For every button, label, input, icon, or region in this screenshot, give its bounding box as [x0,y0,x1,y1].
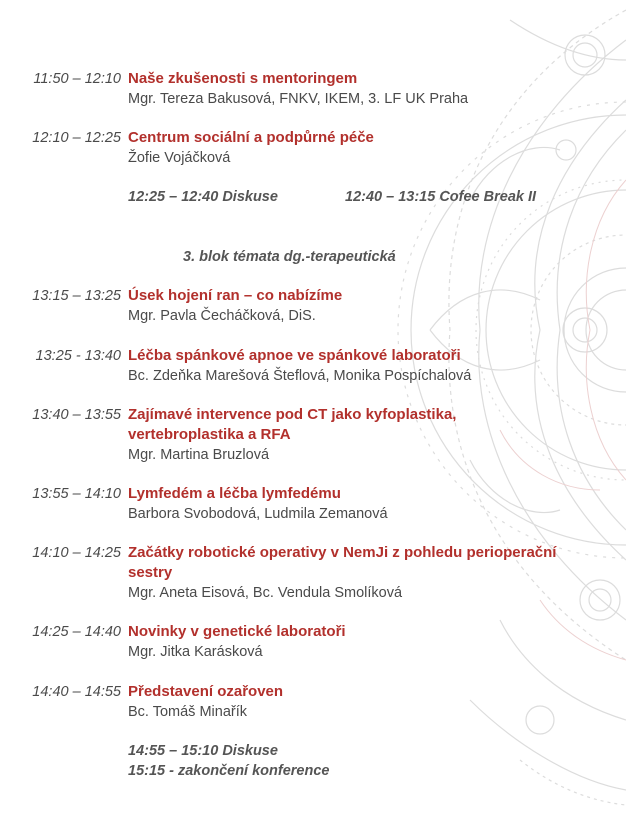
block-heading: 3. blok témata dg.-terapeutická [183,249,396,265]
coffee-break-note: 12:40 – 13:15 Cofee Break II [345,189,537,205]
session-time: 14:40 – 14:55 [32,684,121,700]
session-title: Novinky v genetické laboratoři [128,623,346,640]
session-title-line1: Začátky robotické operativy v NemJi z pohledu perioperační [128,544,557,561]
session-speaker: Mgr. Jitka Karásková [128,644,263,660]
session-time: 13:55 – 14:10 [32,486,121,502]
session-speaker: Mgr. Tereza Bakusová, FNKV, IKEM, 3. LF UK Praha [128,91,469,107]
session-title: Naše zkušenosti s mentoringem [128,70,358,87]
session-speaker: Mgr. Pavla Čecháčková, DiS. [128,308,316,324]
session-speaker: Mgr. Aneta Eisová, Bc. Vendula Smolíková [128,585,403,601]
session-title: Centrum sociální a podpůrné péče [128,129,374,146]
session-time: 14:10 – 14:25 [32,545,121,561]
session-title: Úsek hojení ran – co nabízíme [128,287,343,304]
session-speaker: Bc. Tomáš Minařík [128,704,247,720]
session-speaker: Žofie Vojáčková [128,150,231,166]
session-time: 13:25 - 13:40 [35,348,121,364]
session-speaker: Bc. Zdeňka Marešová Šteflová, Monika Pospíchalová [128,368,472,384]
session-title-line2: vertebroplastika a RFA [128,426,291,443]
session-title: Lymfedém a léčba lymfedému [128,485,341,502]
session-title: Léčba spánkové apnoe ve spánkové laboratoři [128,347,461,364]
session-time: 11:50 – 12:10 [33,71,121,87]
session-title-line2: sestry [128,564,173,581]
session-time: 12:10 – 12:25 [32,130,121,146]
session-speaker: Barbora Svobodová, Ludmila Zemanová [128,506,388,522]
session-time: 13:15 – 13:25 [32,288,121,304]
session-title-line1: Zajímavé intervence pod CT jako kyfoplastika, [128,406,457,423]
closing-note: 15:15 - zakončení konference [128,763,330,779]
session-speaker: Mgr. Martina Bruzlová [128,447,270,463]
discussion-note: 14:55 – 15:10 Diskuse [128,743,278,759]
session-time: 13:40 – 13:55 [32,407,121,423]
session-title: Představení ozařoven [128,683,284,700]
discussion-note: 12:25 – 12:40 Diskuse [128,189,278,205]
session-time: 14:25 – 14:40 [32,624,121,640]
